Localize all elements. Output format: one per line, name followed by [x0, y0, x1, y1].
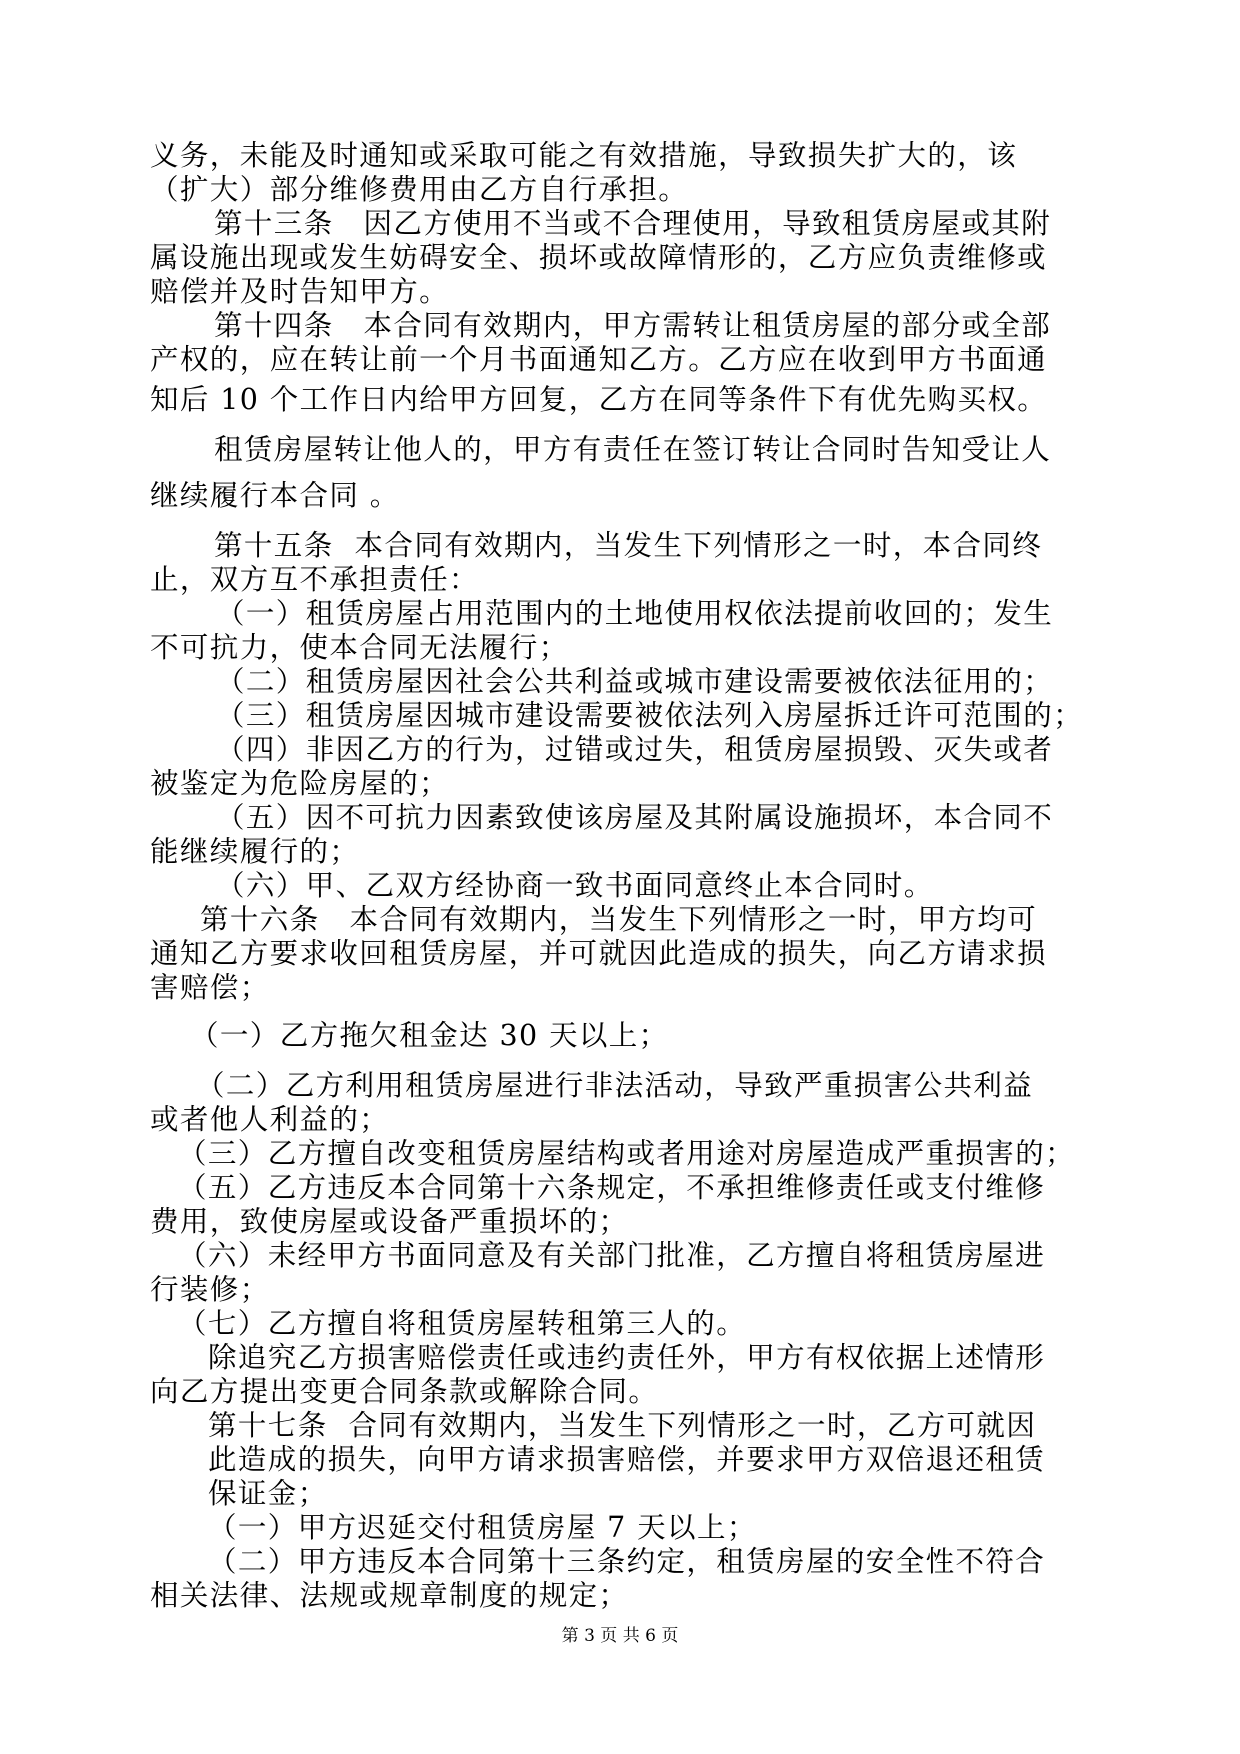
- text-line: 知后 10 个工作日内给甲方回复，乙方在同等条件下有优先购买权。: [150, 383, 1048, 416]
- text-line: （三）租赁房屋因城市建设需要被依法列入房屋拆迁许可范围的；: [216, 699, 1084, 732]
- text-line: 被鉴定为危险房屋的；: [150, 767, 450, 800]
- text-line: （二）乙方利用租赁房屋进行非法活动，导致严重损害公共利益: [196, 1069, 1034, 1102]
- text-line: 继续履行本合同 。: [150, 479, 400, 512]
- text-line: 属设施出现或发生妨碍安全、损坏或故障情形的，乙方应负责维修或: [150, 241, 1048, 274]
- text-line: 行装修；: [150, 1273, 270, 1306]
- text-line: （一）租赁房屋占用范围内的土地使用权依法提前收回的；发生: [216, 597, 1054, 630]
- text-line: （一）甲方迟延交付租赁房屋 7 天以上；: [208, 1511, 757, 1544]
- text-line: 不可抗力，使本合同无法履行；: [150, 631, 569, 664]
- text-line: 止，双方互不承担责任：: [150, 563, 479, 596]
- text-line: （三）乙方擅自改变租赁房屋结构或者用途对房屋造成严重损害的；: [178, 1137, 1076, 1170]
- text-line: 费用，致使房屋或设备严重损坏的；: [150, 1205, 629, 1238]
- text-line: 除追究乙方损害赔偿责任或违约责任外，甲方有权依据上述情形: [208, 1341, 1046, 1374]
- text-line: （四）非因乙方的行为，过错或过失，租赁房屋损毁、灭失或者: [216, 733, 1054, 766]
- text-line: 相关法律、法规或规章制度的规定；: [150, 1579, 629, 1612]
- text-line: 通知乙方要求收回租赁房屋，并可就因此造成的损失，向乙方请求损: [150, 937, 1048, 970]
- text-line: （六）甲、乙双方经协商一致书面同意终止本合同时。: [216, 869, 934, 902]
- text-line: 义务，未能及时通知或采取可能之有效措施，导致损失扩大的，该: [150, 139, 1018, 172]
- text-line: （七）乙方擅自将租赁房屋转租第三人的。: [178, 1307, 747, 1340]
- text-line: 能继续履行的；: [150, 835, 360, 868]
- text-line: 向乙方提出变更合同条款或解除合同。: [150, 1375, 659, 1408]
- text-line: 第十四条 本合同有效期内，甲方需转让租赁房屋的部分或全部: [214, 309, 1052, 342]
- text-line: （扩大）部分维修费用由乙方自行承担。: [150, 173, 689, 206]
- text-line: 第十七条 合同有效期内，当发生下列情形之一时，乙方可就因: [208, 1409, 1037, 1442]
- text-line: （五）因不可抗力因素致使该房屋及其附属设施损坏，本合同不: [216, 801, 1054, 834]
- text-line: 或者他人利益的；: [150, 1103, 390, 1136]
- page-footer: 第 3 页 共 6 页: [561, 1626, 679, 1646]
- text-line: 害赔偿；: [150, 971, 270, 1004]
- text-line: 第十三条 因乙方使用不当或不合理使用，导致租赁房屋或其附: [214, 207, 1052, 240]
- text-line: 第十五条 本合同有效期内，当发生下列情形之一时，本合同终: [214, 529, 1043, 562]
- text-line: 赔偿并及时告知甲方。: [150, 275, 450, 308]
- text-line: （五）乙方违反本合同第十六条规定，不承担维修责任或支付维修: [178, 1171, 1046, 1204]
- text-line: （二）租赁房屋因社会公共利益或城市建设需要被依法征用的；: [216, 665, 1054, 698]
- text-line: （一）乙方拖欠租金达 30 天以上；: [190, 1019, 669, 1052]
- text-line: 第十六条 本合同有效期内，当发生下列情形之一时，甲方均可: [200, 903, 1038, 936]
- text-line: 产权的，应在转让前一个月书面通知乙方。乙方应在收到甲方书面通: [150, 343, 1048, 376]
- text-line: 保证金；: [208, 1477, 328, 1510]
- text-line: （二）甲方违反本合同第十三条约定，租赁房屋的安全性不符合: [208, 1545, 1046, 1578]
- text-line: （六）未经甲方书面同意及有关部门批准，乙方擅自将租赁房屋进: [178, 1239, 1046, 1272]
- text-line: 租赁房屋转让他人的，甲方有责任在签订转让合同时告知受让人: [214, 433, 1052, 466]
- text-line: 此造成的损失，向甲方请求损害赔偿，并要求甲方双倍退还租赁: [208, 1443, 1046, 1476]
